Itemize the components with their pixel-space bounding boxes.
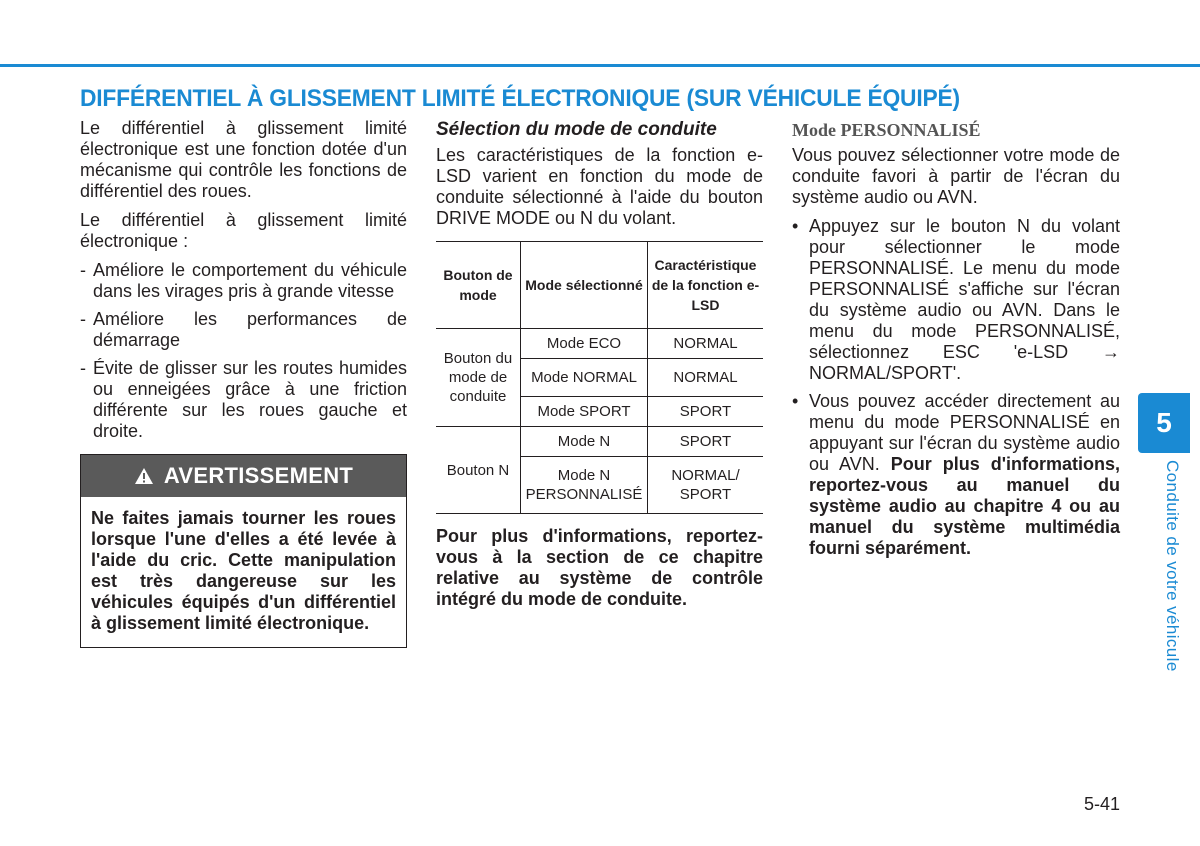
warning-title: AVERTISSEMENT	[163, 463, 354, 488]
dash-marker: -	[80, 260, 86, 280]
custom-mode-list	[792, 216, 1120, 559]
table-cell: NORMAL	[648, 329, 764, 359]
list-item	[80, 260, 407, 302]
table-cell: NORMAL/ SPORT	[648, 457, 764, 514]
header-rule	[0, 64, 1200, 67]
warning-header	[81, 455, 406, 497]
column-right	[792, 118, 1120, 566]
list-item	[792, 391, 1120, 559]
list-item-text: Évite de glisser sur les routes humides ou enneigées grâce à une friction différente sur les roues gauche et droite.	[93, 358, 407, 441]
chapter-tab: 5	[1138, 393, 1190, 453]
table-row	[436, 427, 763, 457]
table-group-cell: Bouton du mode de conduite	[436, 329, 521, 427]
table-header-cell: Mode sélectionné	[521, 242, 648, 329]
benefits-list	[80, 260, 407, 442]
reference-note: Pour plus d'informations, reportez-vous à la section de ce chapitre relative au système de contrôle intégré du mode de conduite.	[436, 526, 763, 609]
list-item	[80, 358, 407, 442]
page-title: DIFFÉRENTIEL À GLISSEMENT LIMITÉ ÉLECTRONIQUE (SUR VÉHICULE ÉQUIPÉ)	[80, 85, 960, 112]
dash-marker: -	[80, 358, 86, 378]
bullet-marker: •	[792, 391, 799, 411]
list-item-text: Améliore les performances de démarrage	[93, 309, 407, 350]
table-cell: SPORT	[648, 427, 764, 457]
column-left	[80, 118, 407, 648]
list-item	[792, 216, 1120, 384]
table-group-cell: Bouton N	[436, 427, 521, 514]
section-heading: Sélection du mode de conduite	[436, 119, 717, 140]
table-cell: Mode N	[521, 427, 648, 457]
table-cell: SPORT	[648, 397, 764, 427]
list-item-text: Améliore le comportement du véhicule dans les virages pris à grande vitesse	[93, 260, 407, 301]
table-cell: Mode ECO	[521, 329, 648, 359]
section-paragraph: Les caractéristiques de la fonction e-LSD varient en fonction du mode de conduite sélectionné à l'aide du bouton DRIVE MODE ou N du volant.	[436, 145, 763, 228]
warning-text: Ne faites jamais tourner les roues lorsque l'une d'elles a été levée à l'aide du cric. Cette manipulation est très dangereuse sur les véhicules équipés d'un différentiel à glissement limité électronique.	[91, 508, 396, 633]
table-cell: Mode N PERSONNALISÉ	[521, 457, 648, 514]
page-number: 5-41	[1083, 794, 1120, 814]
list-item-text: Vous pouvez accéder directement au menu du mode PERSONNALISÉ en appuyant sur l'écran du système audio ou AVN.	[809, 391, 1120, 474]
table-header-row	[436, 242, 763, 329]
table-header-cell: Bouton de mode	[436, 242, 521, 329]
chapter-label: Conduite de votre véhicule	[1163, 460, 1182, 672]
table-cell: NORMAL	[648, 359, 764, 397]
table-cell: Mode SPORT	[521, 397, 648, 427]
list-item-text: Appuyez sur le bouton N du volant pour sélectionner le mode PERSONNALISÉ. Le menu du mode PERSONNALISÉ s'affiche sur l'écran du système audio ou AVN. Dans le menu du mode PERSONNALISÉ, sélectionnez ESC 'e-LSD → NORMAL/SPORT'.	[809, 216, 1120, 383]
benefits-intro: Le différentiel à glissement limité électronique :	[80, 210, 407, 251]
warning-triangle-icon	[134, 467, 154, 485]
bullet-marker: •	[792, 216, 799, 236]
table-header-cell: Caractéristique de la fonction e-LSD	[648, 242, 764, 329]
section-paragraph: Vous pouvez sélectionner votre mode de conduite favori à partir de l'écran du système audio ou AVN.	[792, 145, 1120, 207]
drive-mode-table	[436, 241, 763, 514]
intro-paragraph: Le différentiel à glissement limité électronique est une fonction dotée d'un mécanisme qui contrôle les fonctions de différentiel des roues.	[80, 118, 407, 201]
list-item	[80, 309, 407, 351]
table-cell: Mode NORMAL	[521, 359, 648, 397]
list-item-bold-text: Pour plus d'informations, reportez-vous au manuel du système audio au chapitre 4 ou au manuel du système multimédia fourni séparément.	[809, 454, 1120, 558]
warning-box	[80, 454, 407, 648]
column-middle	[436, 118, 763, 610]
dash-marker: -	[80, 309, 86, 329]
table-row	[436, 329, 763, 359]
section-heading: Mode PERSONNALISÉ	[792, 120, 981, 140]
